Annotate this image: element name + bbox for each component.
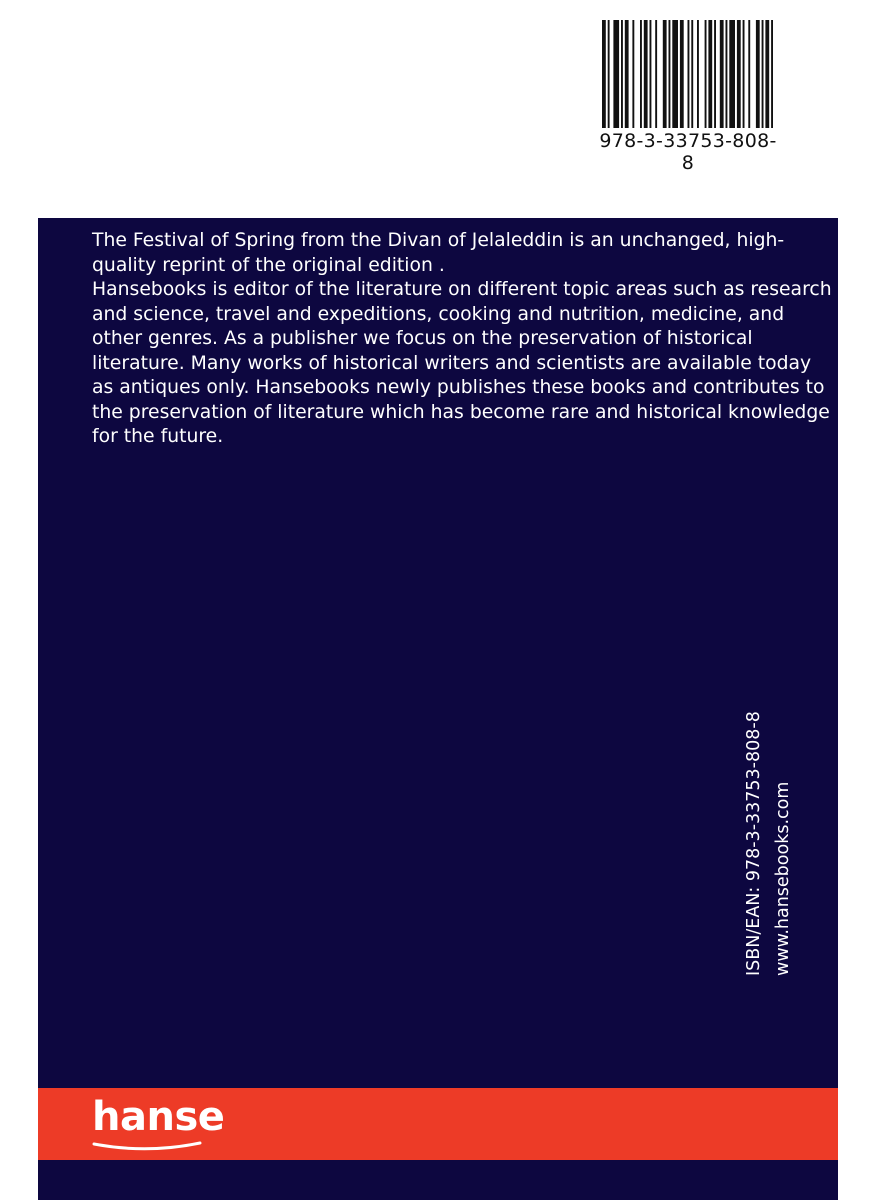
barcode-bar (655, 20, 657, 128)
barcode-bar (663, 20, 667, 128)
barcode-bar (762, 20, 764, 128)
barcode-bar (680, 20, 684, 128)
publisher-bar (38, 1088, 838, 1160)
barcode-bar (625, 20, 629, 128)
barcode-bar (640, 20, 642, 128)
barcode-bar (765, 20, 769, 128)
barcode-bar (705, 20, 707, 128)
barcode-bar (726, 20, 728, 128)
barcode-bar (720, 20, 724, 128)
blurb-paragraph-1: The Festival of Spring from the Divan of Jelaleddin is an unchanged, high-quality reprint of the original edition . (92, 230, 785, 276)
barcode-bar (743, 20, 745, 128)
barcode-bar (688, 20, 690, 128)
barcode-bar (697, 20, 699, 128)
barcode-bar (771, 20, 773, 128)
hanse-logo: hanse (92, 1094, 225, 1140)
barcode-bar (691, 20, 693, 128)
barcode-bar (756, 20, 760, 128)
logo-swoosh-icon (92, 1140, 202, 1152)
barcode-bars (602, 20, 774, 128)
barcode-bar (650, 20, 652, 128)
isbn-text: ISBN/EAN: 978-3-33753-808-8 (744, 711, 764, 976)
barcode-bar (672, 20, 678, 128)
barcode-bar (669, 20, 671, 128)
barcode-bar (602, 20, 606, 128)
barcode-bar (608, 20, 610, 128)
barcode-bar (621, 20, 623, 128)
barcode-bar (613, 20, 619, 128)
back-cover-panel (38, 218, 838, 1200)
barcode-bar (737, 20, 741, 128)
barcode-bar (644, 20, 648, 128)
blurb (92, 229, 832, 450)
barcode-bar (729, 20, 735, 128)
barcode-number: 978-3-33753-808-8 (599, 130, 777, 174)
barcode-bar (714, 20, 716, 128)
barcode-bar (708, 20, 712, 128)
website-text: www.hansebooks.com (773, 781, 793, 976)
barcode-bar (632, 20, 634, 128)
blurb-paragraph-2: Hansebooks is editor of the literature on different topic areas such as research and science, travel and expeditions, cooking and nutrition, medicine, and other genres. As a publisher we focus on the preservation of historical literature. Many works of historical writers and scientists are available today as antiques only. Hansebooks newly publishes these books and contributes to the preservation of literature which has become rare and historical knowledge for the future. (92, 279, 832, 447)
barcode-bar (748, 20, 750, 128)
barcode (598, 20, 778, 174)
isbn-website-block (740, 698, 808, 976)
